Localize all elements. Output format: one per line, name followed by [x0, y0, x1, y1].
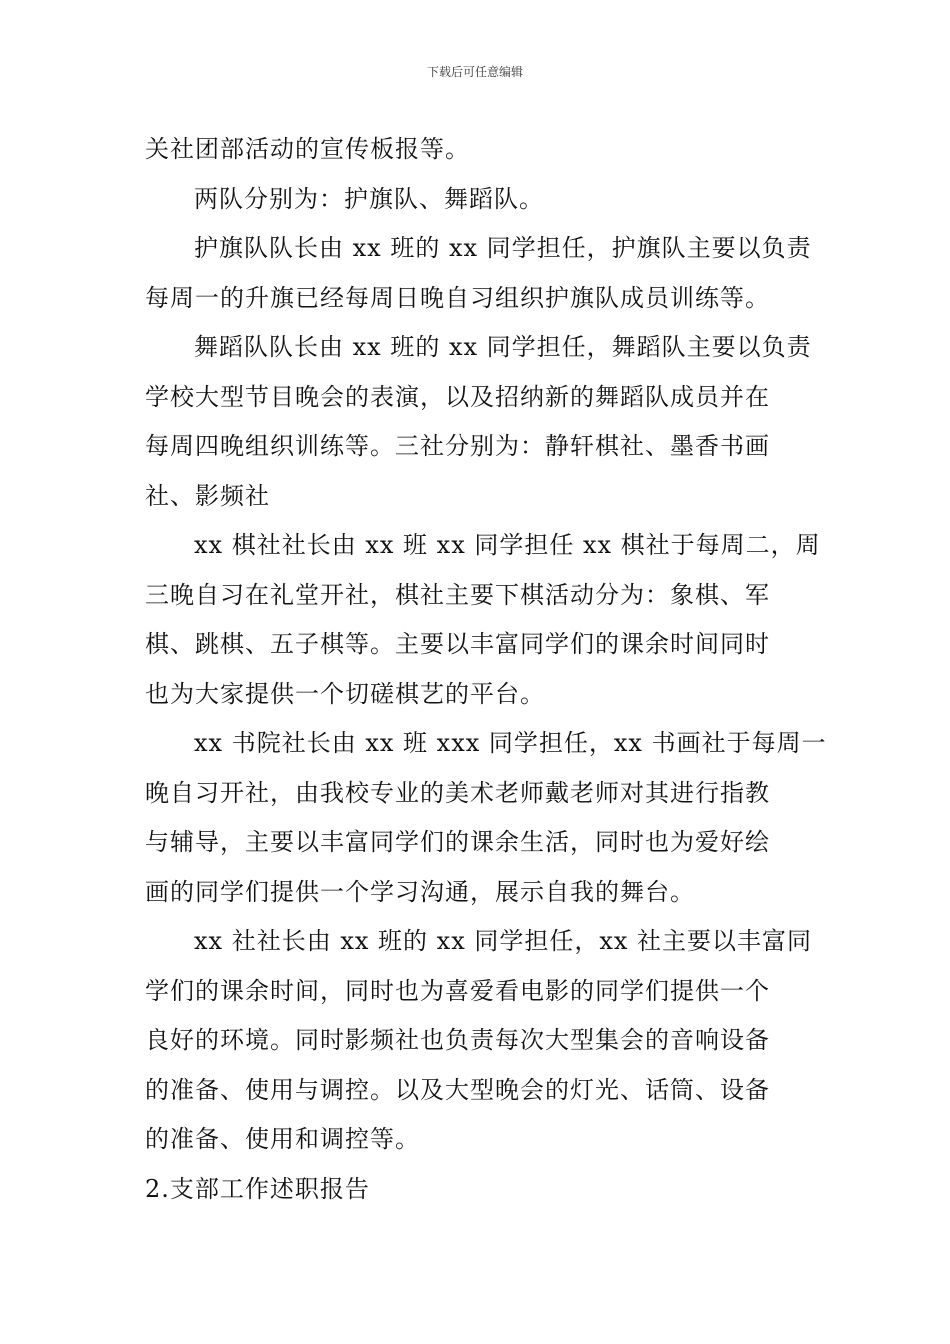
- text-line: 每周四晚组织训练等。三社分别为：静轩棋社、墨香书画: [145, 432, 770, 460]
- paragraph-start-line: 两队分别为：护旗队、舞蹈队。: [194, 184, 544, 213]
- paragraph-start-line: 护旗队队长由 xx 班的 xx 同学担任，护旗队主要以负责: [194, 234, 812, 262]
- text-line: 画的同学们提供一个学习沟通，展示自我的舞台。: [145, 877, 695, 906]
- document-body: [145, 125, 827, 1214]
- text-line: 三晚自习在礼堂开社，棋社主要下棋活动分为：象棋、军: [145, 580, 770, 609]
- paragraph-start-line: xx 社社长由 xx 班的 xx 同学担任，xx 社主要以丰富同: [194, 927, 813, 955]
- text-line: 良好的环境。同时影频社也负责每次大型集会的音响设备: [145, 1026, 770, 1054]
- text-line: 社、影频社: [145, 481, 270, 510]
- text-line: 棋、跳棋、五子棋等。主要以丰富同学们的课余时间同时: [145, 630, 770, 658]
- text-line: 的准备、使用和调控等。: [145, 1125, 420, 1153]
- section-heading: 2.支部工作述职报告: [145, 1174, 370, 1203]
- paragraph-start-line: 舞蹈队队长由 xx 班的 xx 同学担任，舞蹈队主要以负责: [194, 333, 812, 361]
- text-line: 的准备、使用与调控。以及大型晚会的灯光、话筒、设备: [145, 1075, 770, 1104]
- text-line: 学校大型节目晚会的表演，以及招纳新的舞蹈队成员并在: [145, 382, 770, 411]
- text-line: 也为大家提供一个切磋棋艺的平台。: [145, 679, 545, 708]
- text-line: 每周一的升旗已经每周日晚自习组织护旗队成员训练等。: [145, 283, 770, 312]
- page-header: 下载后可任意编辑: [426, 65, 523, 79]
- text-line: 晚自习开社，由我校专业的美术老师戴老师对其进行指教: [145, 778, 770, 807]
- text-line: 与辅导，主要以丰富同学们的课余生活，同时也为爱好绘: [145, 828, 770, 856]
- text-line: 关社团部活动的宣传板报等。: [145, 135, 470, 163]
- text-line: 学们的课余时间，同时也为喜爱看电影的同学们提供一个: [145, 976, 770, 1005]
- paragraph-start-line: xx 书院社长由 xx 班 xxx 同学担任，xx 书画社于每周一: [194, 729, 827, 757]
- paragraph-start-line: xx 棋社社长由 xx 班 xx 同学担任 xx 棋社于每周二，周: [194, 531, 821, 559]
